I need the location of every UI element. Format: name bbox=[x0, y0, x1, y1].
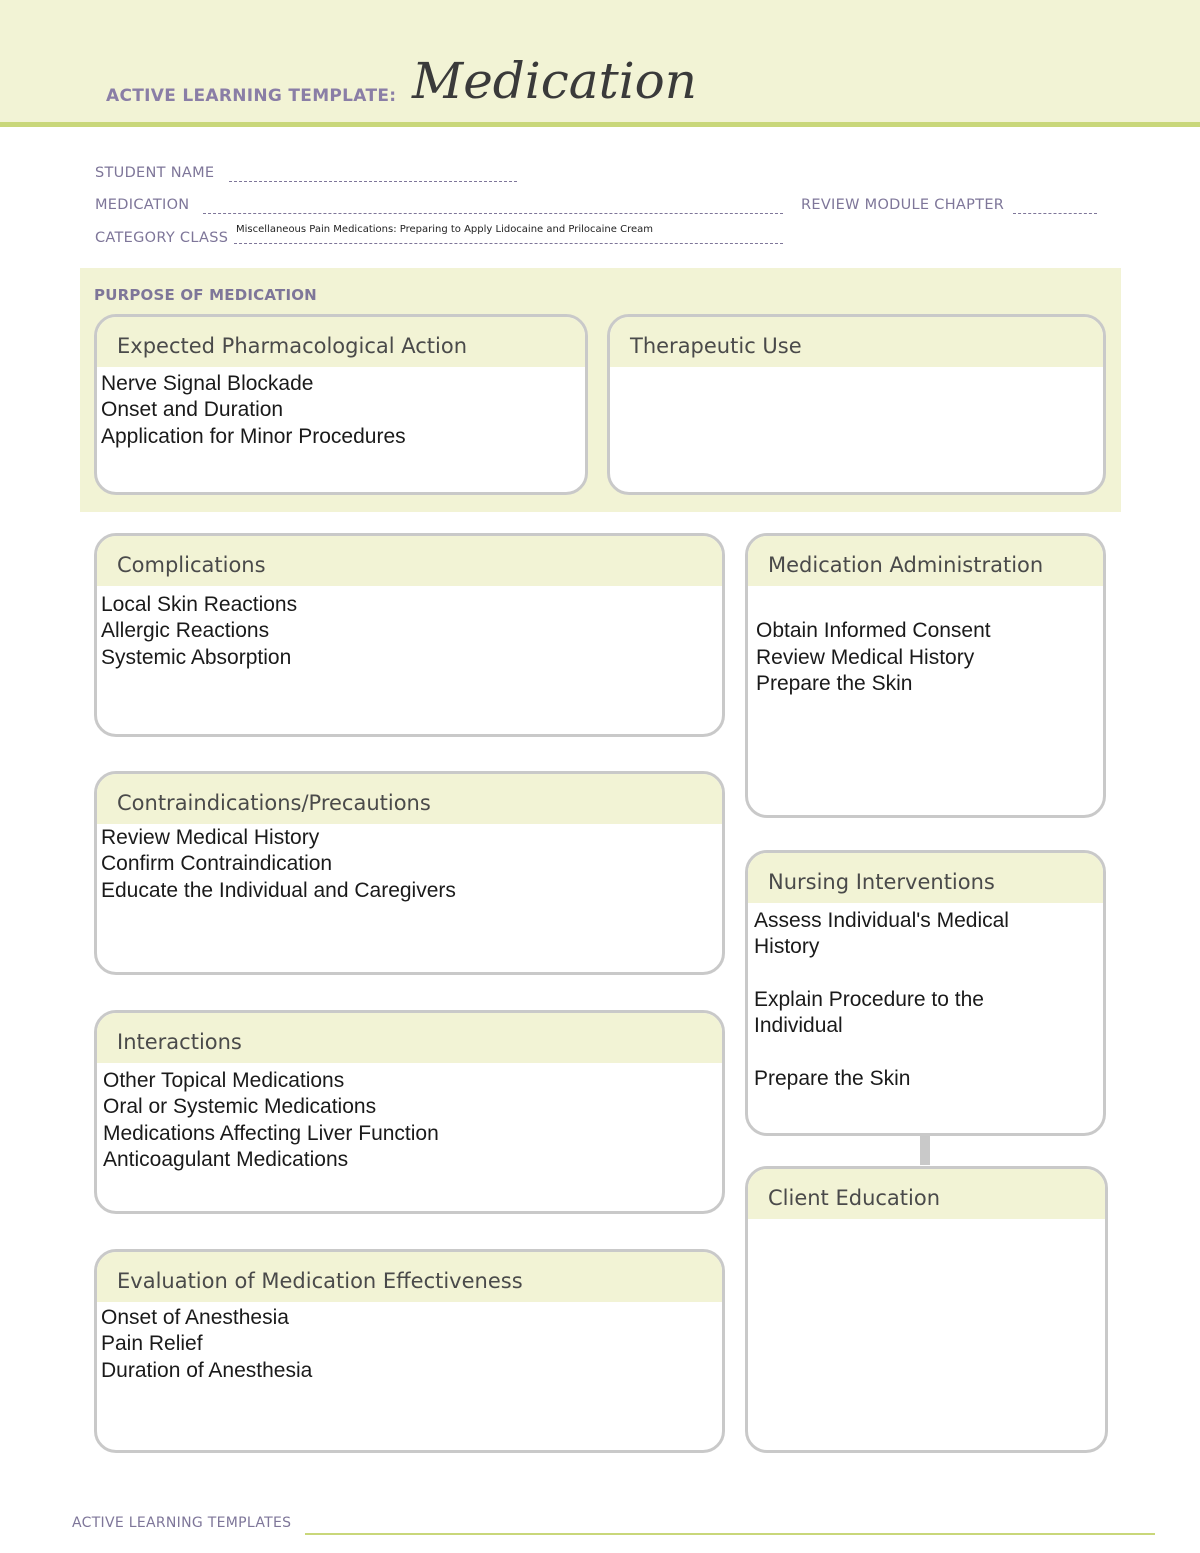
student-name-label: STUDENT NAME bbox=[95, 165, 215, 181]
content-line: Assess Individual's Medical bbox=[754, 909, 1009, 932]
content-line: Explain Procedure to the bbox=[754, 987, 984, 1011]
content-line bbox=[754, 961, 1103, 987]
content-line: Allergic Reactions bbox=[101, 619, 270, 643]
content-line: Oral or Systemic Medications bbox=[103, 1095, 377, 1119]
nursing-interventions-title: Nursing Interventions bbox=[748, 853, 1103, 903]
therapeutic-use-title: Therapeutic Use bbox=[610, 317, 1103, 367]
content-line: Medications Affecting Liver Function bbox=[103, 1121, 439, 1145]
content-line: Nerve Signal Blockade bbox=[101, 372, 314, 395]
footer-rule bbox=[305, 1533, 1155, 1535]
review-module-field[interactable] bbox=[1013, 213, 1097, 214]
header-rule bbox=[0, 122, 1200, 127]
medication-administration-body[interactable] bbox=[748, 586, 1103, 697]
category-class-value: Miscellaneous Pain Medications: Preparing to Apply Lidocaine and Prilocaine Cream bbox=[236, 224, 653, 235]
content-line: Review Medical History bbox=[756, 645, 975, 669]
expected-action-body[interactable] bbox=[97, 367, 585, 450]
purpose-heading: PURPOSE OF MEDICATION bbox=[94, 286, 317, 304]
page-title: Medication bbox=[412, 52, 697, 110]
content-line: Other Topical Medications bbox=[103, 1069, 345, 1092]
evaluation-body[interactable] bbox=[97, 1302, 722, 1384]
evaluation-card bbox=[94, 1249, 725, 1453]
content-line: Anticoagulant Medications bbox=[103, 1147, 349, 1171]
contraindications-title: Contraindications/Precautions bbox=[97, 774, 722, 824]
content-line: Systemic Absorption bbox=[101, 645, 292, 669]
content-line: Confirm Contraindication bbox=[101, 852, 333, 876]
connector-bar bbox=[920, 1135, 930, 1165]
content-line: Duration of Anesthesia bbox=[101, 1358, 313, 1382]
therapeutic-use-body[interactable] bbox=[610, 367, 1103, 371]
content-line: History bbox=[754, 935, 820, 959]
interactions-body[interactable] bbox=[97, 1063, 722, 1173]
content-line: Onset of Anesthesia bbox=[101, 1306, 289, 1329]
therapeutic-use-card bbox=[607, 314, 1106, 495]
review-module-label: REVIEW MODULE CHAPTER bbox=[801, 197, 1005, 213]
complications-card bbox=[94, 533, 725, 737]
content-line: Obtain Informed Consent bbox=[756, 619, 991, 643]
medication-field[interactable] bbox=[203, 213, 783, 214]
nursing-interventions-body[interactable] bbox=[748, 903, 1103, 1092]
expected-action-card bbox=[94, 314, 588, 495]
content-line: Prepare the Skin bbox=[756, 671, 913, 695]
client-education-card bbox=[745, 1166, 1108, 1453]
content-line: Educate the Individual and Caregivers bbox=[101, 878, 456, 902]
content-line: Review Medical History bbox=[101, 826, 320, 849]
footer-label: ACTIVE LEARNING TEMPLATES bbox=[72, 1515, 292, 1531]
expected-action-title: Expected Pharmacological Action bbox=[97, 317, 585, 367]
content-line bbox=[754, 1039, 1103, 1065]
content-line bbox=[756, 592, 1103, 618]
medication-label: MEDICATION bbox=[95, 197, 190, 213]
medication-administration-title: Medication Administration bbox=[748, 536, 1103, 586]
evaluation-title: Evaluation of Medication Effectiveness bbox=[97, 1252, 722, 1302]
content-line: Local Skin Reactions bbox=[101, 593, 298, 616]
template-label: ACTIVE LEARNING TEMPLATE: bbox=[106, 86, 397, 106]
complications-title: Complications bbox=[97, 536, 722, 586]
interactions-card bbox=[94, 1010, 725, 1214]
content-line: Application for Minor Procedures bbox=[101, 424, 406, 448]
interactions-title: Interactions bbox=[97, 1013, 722, 1063]
contraindications-body[interactable] bbox=[97, 824, 722, 904]
client-education-title: Client Education bbox=[748, 1169, 1105, 1219]
content-line: Prepare the Skin bbox=[754, 1066, 911, 1090]
content-line: Individual bbox=[754, 1014, 843, 1038]
contraindications-card bbox=[94, 771, 725, 975]
category-class-label: CATEGORY CLASS bbox=[95, 230, 229, 246]
medication-administration-card bbox=[745, 533, 1106, 818]
content-line: Pain Relief bbox=[101, 1332, 203, 1356]
student-name-field[interactable] bbox=[229, 181, 517, 182]
complications-body[interactable] bbox=[97, 586, 722, 671]
client-education-body[interactable] bbox=[748, 1219, 1105, 1223]
nursing-interventions-card bbox=[745, 850, 1106, 1136]
content-line: Onset and Duration bbox=[101, 398, 284, 422]
category-class-field[interactable] bbox=[234, 243, 783, 244]
